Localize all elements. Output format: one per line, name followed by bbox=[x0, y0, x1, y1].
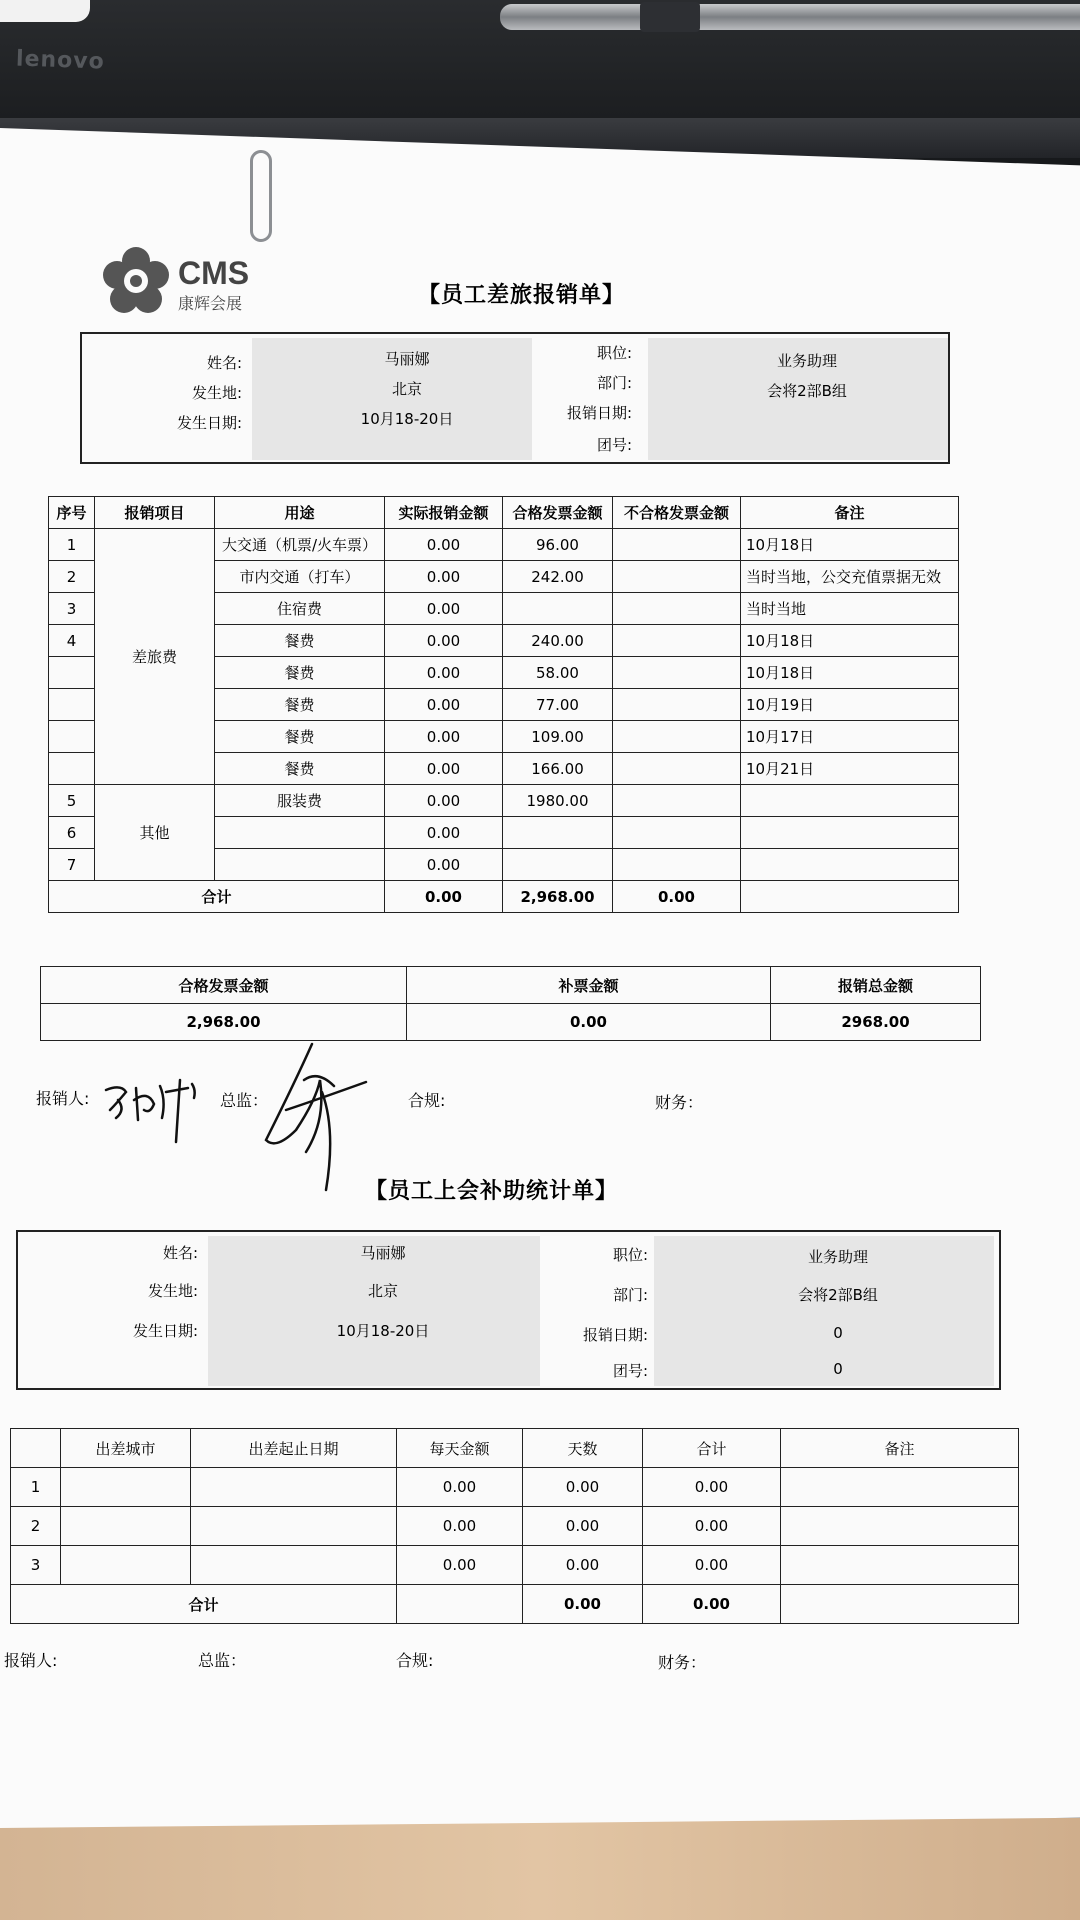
dept-value: 会将2部B组 bbox=[767, 382, 847, 400]
daily-amount: 0.00 bbox=[397, 1468, 523, 1507]
total-label: 合计 bbox=[49, 881, 385, 913]
purpose: 餐费 bbox=[215, 689, 385, 721]
unqualified-amount bbox=[613, 817, 741, 849]
note: 当时当地 bbox=[741, 593, 959, 625]
laptop-brand-logo: lenovo bbox=[15, 46, 106, 75]
summary-header-row bbox=[41, 967, 981, 1004]
pen-cap bbox=[640, 2, 700, 32]
col-header: 报销项目 bbox=[95, 497, 215, 529]
summary-header: 报销总金额 bbox=[771, 967, 981, 1004]
row-sum: 0.00 bbox=[643, 1468, 781, 1507]
total-row bbox=[11, 1585, 1019, 1624]
group-value: 0 bbox=[833, 1360, 843, 1378]
actual-amount: 0.00 bbox=[385, 657, 503, 689]
date-label: 发生日期: bbox=[176, 414, 242, 432]
actual-amount: 0.00 bbox=[385, 721, 503, 753]
total-row bbox=[49, 881, 959, 913]
allowance-table bbox=[10, 1428, 1019, 1624]
row-number: 4 bbox=[49, 625, 95, 657]
note bbox=[741, 785, 959, 817]
unqualified-amount bbox=[613, 849, 741, 881]
name-label: 姓名: bbox=[162, 1244, 198, 1262]
total-days: 0.00 bbox=[523, 1585, 643, 1624]
pen bbox=[500, 4, 1080, 30]
wooden-desk bbox=[0, 1818, 1080, 1920]
dept-label: 部门: bbox=[612, 1286, 648, 1304]
row-number: 5 bbox=[49, 785, 95, 817]
compliance-label: 合规: bbox=[408, 1091, 446, 1110]
table-row bbox=[49, 785, 959, 817]
qualified-amount: 109.00 bbox=[503, 721, 613, 753]
position-label: 职位: bbox=[596, 344, 632, 362]
report-date-value: 0 bbox=[833, 1324, 843, 1342]
col-header: 备注 bbox=[741, 497, 959, 529]
unqualified-amount bbox=[613, 529, 741, 561]
col-header: 备注 bbox=[781, 1429, 1019, 1468]
purpose: 餐费 bbox=[215, 657, 385, 689]
row-number: 6 bbox=[49, 817, 95, 849]
total-note bbox=[741, 881, 959, 913]
summary-qualified: 2,968.00 bbox=[41, 1004, 407, 1041]
col-header: 合计 bbox=[643, 1429, 781, 1468]
actual-amount: 0.00 bbox=[385, 753, 503, 785]
category-other: 其他 bbox=[95, 785, 215, 881]
summary-header: 合格发票金额 bbox=[41, 967, 407, 1004]
purpose: 大交通（机票/火车票） bbox=[215, 529, 385, 561]
total-label: 合计 bbox=[11, 1585, 397, 1624]
purpose: 服装费 bbox=[215, 785, 385, 817]
col-header: 天数 bbox=[523, 1429, 643, 1468]
date-value: 10月18-20日 bbox=[336, 1322, 430, 1340]
table-header-row bbox=[11, 1429, 1019, 1468]
row-number: 1 bbox=[49, 529, 95, 561]
actual-amount: 0.00 bbox=[385, 849, 503, 881]
date-value: 10月18-20日 bbox=[360, 410, 454, 428]
total-daily bbox=[397, 1585, 523, 1624]
actual-amount: 0.00 bbox=[385, 529, 503, 561]
name-value: 马丽娜 bbox=[360, 1244, 406, 1262]
row-sum: 0.00 bbox=[643, 1507, 781, 1546]
row-number bbox=[49, 689, 95, 721]
unqualified-amount bbox=[613, 657, 741, 689]
dates bbox=[191, 1468, 397, 1507]
total-note bbox=[781, 1585, 1019, 1624]
place-label: 发生地: bbox=[147, 1282, 198, 1300]
purpose bbox=[215, 849, 385, 881]
position-label: 职位: bbox=[612, 1246, 648, 1264]
total-unqualified: 0.00 bbox=[613, 881, 741, 913]
days: 0.00 bbox=[523, 1468, 643, 1507]
purpose: 餐费 bbox=[215, 625, 385, 657]
daily-amount: 0.00 bbox=[397, 1507, 523, 1546]
table-header-row bbox=[49, 497, 959, 529]
place-value: 北京 bbox=[367, 1282, 398, 1300]
qualified-amount: 96.00 bbox=[503, 529, 613, 561]
total-actual: 0.00 bbox=[385, 881, 503, 913]
summary-total: 2968.00 bbox=[771, 1004, 981, 1041]
qualified-amount: 240.00 bbox=[503, 625, 613, 657]
summary-header: 补票金额 bbox=[407, 967, 771, 1004]
col-header: 出差起止日期 bbox=[191, 1429, 397, 1468]
actual-amount: 0.00 bbox=[385, 785, 503, 817]
table-row bbox=[11, 1507, 1019, 1546]
claimant-signature bbox=[96, 1070, 216, 1150]
unqualified-amount bbox=[613, 721, 741, 753]
report-date-label: 报销日期: bbox=[582, 1326, 648, 1344]
col-header: 不合格发票金额 bbox=[613, 497, 741, 529]
col-header: 序号 bbox=[49, 497, 95, 529]
group-label: 团号: bbox=[612, 1362, 648, 1380]
logo-subtitle: 康辉会展 bbox=[178, 294, 243, 313]
qualified-amount: 242.00 bbox=[503, 561, 613, 593]
claimant-label-2: 报销人: bbox=[4, 1651, 58, 1670]
qualified-amount: 58.00 bbox=[503, 657, 613, 689]
city bbox=[61, 1468, 191, 1507]
finance-label-2: 财务： bbox=[658, 1653, 707, 1672]
purpose: 住宿费 bbox=[215, 593, 385, 625]
qualified-amount: 77.00 bbox=[503, 689, 613, 721]
row-sum: 0.00 bbox=[643, 1546, 781, 1585]
row-number bbox=[49, 657, 95, 689]
note bbox=[781, 1507, 1019, 1546]
note: 10月18日 bbox=[741, 657, 959, 689]
col-header: 实际报销金额 bbox=[385, 497, 503, 529]
note: 10月19日 bbox=[741, 689, 959, 721]
report-date-label: 报销日期: bbox=[566, 404, 632, 422]
unqualified-amount bbox=[613, 625, 741, 657]
purpose bbox=[215, 817, 385, 849]
qualified-amount: 166.00 bbox=[503, 753, 613, 785]
unqualified-amount bbox=[613, 785, 741, 817]
expense-table bbox=[48, 496, 959, 913]
note: 10月18日 bbox=[741, 529, 959, 561]
form2-header-box bbox=[16, 1230, 1001, 1390]
category-travel: 差旅费 bbox=[95, 529, 215, 785]
actual-amount: 0.00 bbox=[385, 593, 503, 625]
purpose: 市内交通（打车） bbox=[215, 561, 385, 593]
table-row bbox=[11, 1546, 1019, 1585]
finance-label: 财务： bbox=[655, 1093, 704, 1112]
total-sum: 0.00 bbox=[643, 1585, 781, 1624]
unqualified-amount bbox=[613, 593, 741, 625]
director-signature bbox=[256, 1040, 376, 1200]
group-label: 团号: bbox=[596, 436, 632, 454]
note: 10月17日 bbox=[741, 721, 959, 753]
qualified-amount bbox=[503, 849, 613, 881]
total-qualified: 2,968.00 bbox=[503, 881, 613, 913]
qualified-amount bbox=[503, 593, 613, 625]
unqualified-amount bbox=[613, 689, 741, 721]
dates bbox=[191, 1546, 397, 1585]
purpose: 餐费 bbox=[215, 753, 385, 785]
note bbox=[741, 849, 959, 881]
compliance-label-2: 合规: bbox=[396, 1651, 434, 1670]
row-number: 3 bbox=[11, 1546, 61, 1585]
dates bbox=[191, 1507, 397, 1546]
summary-supplement: 0.00 bbox=[407, 1004, 771, 1041]
director-label-2: 总监： bbox=[198, 1651, 247, 1670]
form1-header-box bbox=[80, 332, 950, 464]
date-label: 发生日期: bbox=[132, 1322, 198, 1340]
table-row bbox=[11, 1468, 1019, 1507]
actual-amount: 0.00 bbox=[385, 817, 503, 849]
col-header: 出差城市 bbox=[61, 1429, 191, 1468]
actual-amount: 0.00 bbox=[385, 689, 503, 721]
row-number: 2 bbox=[49, 561, 95, 593]
summary-value-row bbox=[41, 1004, 981, 1041]
note bbox=[741, 817, 959, 849]
actual-amount: 0.00 bbox=[385, 561, 503, 593]
dept-value: 会将2部B组 bbox=[798, 1286, 878, 1304]
table-row bbox=[49, 529, 959, 561]
col-header: 合格发票金额 bbox=[503, 497, 613, 529]
position-value: 业务助理 bbox=[807, 1248, 868, 1266]
unqualified-amount bbox=[613, 753, 741, 785]
claimant-label: 报销人: bbox=[36, 1089, 90, 1108]
col-header: 用途 bbox=[215, 497, 385, 529]
days: 0.00 bbox=[523, 1507, 643, 1546]
place-label: 发生地: bbox=[191, 384, 242, 402]
name-value: 马丽娜 bbox=[384, 350, 430, 368]
city bbox=[61, 1507, 191, 1546]
form2-title: 【员工上会补助统计单】 bbox=[365, 1179, 619, 1204]
purpose: 餐费 bbox=[215, 721, 385, 753]
city bbox=[61, 1546, 191, 1585]
row-number: 2 bbox=[11, 1507, 61, 1546]
row-number bbox=[49, 721, 95, 753]
desk-object bbox=[0, 0, 90, 22]
row-number: 3 bbox=[49, 593, 95, 625]
row-number: 1 bbox=[11, 1468, 61, 1507]
note: 当时当地，公交充值票据无效 bbox=[741, 561, 959, 593]
note bbox=[781, 1546, 1019, 1585]
qualified-amount bbox=[503, 817, 613, 849]
col-header bbox=[11, 1429, 61, 1468]
note bbox=[781, 1468, 1019, 1507]
summary-table bbox=[40, 966, 981, 1041]
position-value: 业务助理 bbox=[776, 352, 837, 370]
note: 10月21日 bbox=[741, 753, 959, 785]
flower-logo-icon bbox=[100, 245, 172, 317]
logo-brand-text: CMS bbox=[178, 255, 250, 291]
director-label: 总监： bbox=[220, 1091, 269, 1110]
qualified-amount: 1980.00 bbox=[503, 785, 613, 817]
daily-amount: 0.00 bbox=[397, 1546, 523, 1585]
days: 0.00 bbox=[523, 1546, 643, 1585]
actual-amount: 0.00 bbox=[385, 625, 503, 657]
dept-label: 部门: bbox=[596, 374, 632, 392]
form1-title: 【员工差旅报销单】 bbox=[418, 283, 626, 308]
name-label: 姓名: bbox=[206, 354, 242, 372]
note: 10月18日 bbox=[741, 625, 959, 657]
unqualified-amount bbox=[613, 561, 741, 593]
col-header: 每天金额 bbox=[397, 1429, 523, 1468]
row-number bbox=[49, 753, 95, 785]
paperclip-icon bbox=[250, 150, 272, 242]
row-number: 7 bbox=[49, 849, 95, 881]
place-value: 北京 bbox=[391, 380, 422, 398]
